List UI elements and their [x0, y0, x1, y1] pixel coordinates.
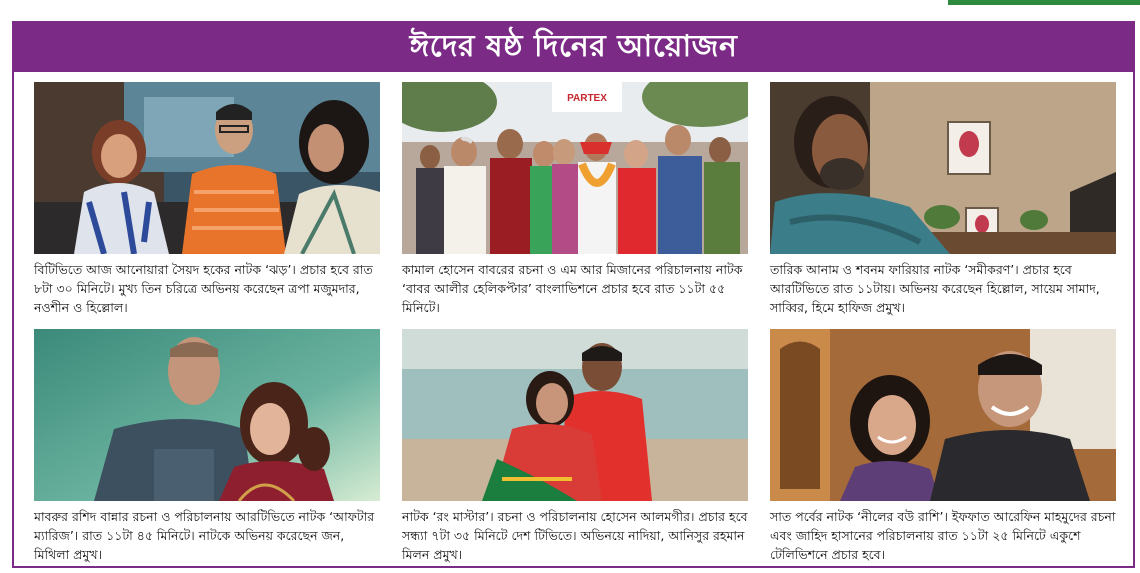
couple-smiling-photo [770, 329, 1116, 501]
program-card-1 [34, 82, 380, 317]
program-card-3 [770, 82, 1116, 317]
banner-text: PARTEX [567, 93, 607, 104]
drama-scene-photo [34, 82, 380, 254]
program-card-5 [402, 329, 748, 564]
program-caption: মাবরুর রশিদ বান্নার রচনা ও পরিচালনায় আরটিভিতে নাটক ‘আফটার ম্যারিজ’। রাত ১১টা ৪৫ মিনিটে। নাটকে অভিনয় করেছেন জন, মিথিলা প্রমুখ। [34, 509, 375, 562]
portrait-photo [770, 82, 1116, 254]
program-card-6 [770, 329, 1116, 564]
program-caption: সাত পর্বের নাটক ‘নীলের বউ রাশি’। ইফফাত আরেফিন মাহমুদের রচনা এবং জাহিদ হাসানের পরিচালনায় রাত ১১টা ২৫ মিনিটে একুশে টেলিভিশনে প্রচার হবে। [770, 509, 1116, 562]
program-caption: কামাল হোসেন বাবরের রচনা ও এম আর মিজানের পরিচালনায় নাটক ‘বাবর আলীর হেলিকপ্টার’ বাংলাভিশনে প্রচার হবে রাত ১১টা ৫৫ মিনিটে। [402, 262, 743, 315]
feature-box [12, 21, 1135, 568]
program-caption: নাটক ‘রং মাস্টার’। রচনা ও পরিচালনায় হোসেন আলমগীর। প্রচার হবে সন্ধ্যা ৭টা ৩৫ মিনিটে দেশ টিভিতে। অভিনয়ে নাদিয়া, আনিসুর রহমান মিলন প্রমুখ। [402, 509, 748, 562]
couple-photo [34, 329, 380, 501]
program-caption: তারিক আনাম ও শবনম ফারিয়ার নাটক ‘সমীকরণ’। প্রচার হবে আরটিভিতে রাত ১১টায়। অভিনয় করেছেন হিল্লোল, সায়েম সামাদ, সাব্বির, হিমে হাফিজ প্রমুখ। [770, 262, 1100, 315]
top-accent-bar [948, 0, 1140, 5]
group-photo [402, 82, 748, 254]
program-caption: বিটিভিতে আজ আনোয়ারা সৈয়দ হকের নাটক ‘ঝড়’। প্রচার হবে রাত ৮টা ৩০ মিনিটে। মুখ্য তিন চরিত্রে অভিনয় করেছেন ত্রপা মজুমদার, নওশীন ও হিল্লোল। [34, 262, 373, 315]
program-card-4 [34, 329, 380, 564]
page-title: ঈদের ষষ্ঠ দিনের আয়োজন [14, 23, 1133, 72]
program-card-2 [402, 82, 748, 317]
couple-outdoor-photo [402, 329, 748, 501]
